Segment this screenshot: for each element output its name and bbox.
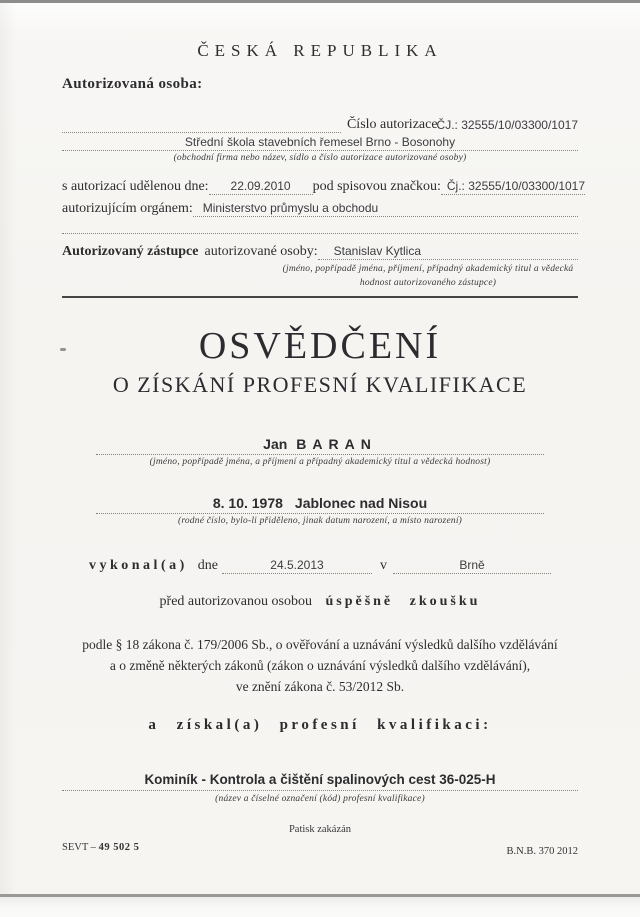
exam-result-row <box>62 594 578 610</box>
granted-date-value: 22.09.2010 <box>209 179 313 195</box>
before-authorized-person-text: před autorizovanou osobou <box>159 593 312 609</box>
granted-date-label: s autorizací udělenou dne: <box>62 179 209 194</box>
section-divider-line <box>62 296 578 298</box>
authority-value: Ministerstvo průmyslu a obchodu <box>193 201 578 217</box>
scan-speck-artifact <box>60 348 66 351</box>
authorization-number-row <box>62 117 578 133</box>
reprint-forbidden-notice: Patisk zakázán <box>288 823 352 835</box>
representative-caption: (jméno, popřípadě jména, příjmení, případný akademický titul a vědecká hodnost autorizovaného zástupce) <box>282 264 574 288</box>
footer-print-code: B.N.B. 370 2012 <box>506 845 578 857</box>
authorization-number-value: ČJ.: 32555/10/03300/1017 <box>436 118 578 132</box>
representative-label-bold: Autorizovaný zástupce <box>62 244 199 259</box>
birth-place: Jablonec nad Nisou <box>294 494 428 511</box>
file-number-label: pod spisovou značkou: <box>312 179 441 194</box>
organization-caption: (obchodní firma nebo název, sídlo a číslo autorizace autorizované osoby) <box>173 153 467 163</box>
authorization-number-label: Číslo autorizace <box>346 117 438 132</box>
holder-name-line <box>96 436 544 455</box>
birth-info-line <box>96 495 544 514</box>
country-title: ČESKÁ REPUBLIKA <box>197 41 443 60</box>
qualification-block <box>62 772 578 804</box>
qualification-name-line: Kominík - Kontrola a čištění spalinových cest 36-025-H <box>62 772 578 791</box>
performed-label: vykonal(a) <box>88 557 188 573</box>
date-word-label: dne <box>197 557 218 573</box>
exam-place-value: Brně <box>393 558 551 574</box>
law-line-3: ve znění zákona č. 53/2012 Sb. <box>235 678 405 694</box>
footer-form-number <box>62 842 139 853</box>
qualification-caption: (název a číselné označení (kód) profesní kvalifikace) <box>215 793 425 804</box>
holder-first-name: Jan <box>263 435 288 452</box>
authorization-granted-row <box>62 179 586 195</box>
law-reference-paragraph <box>62 634 578 697</box>
authorizing-authority-row <box>62 201 578 217</box>
birth-date: 8. 10. 1978 <box>212 494 283 511</box>
footer-sevt-prefix: SEVT – <box>62 841 96 853</box>
representative-label-rest: autorizované osoby: <box>204 244 318 259</box>
certificate-content <box>0 3 640 897</box>
empty-dotted-line <box>62 229 578 234</box>
dotted-leader <box>62 132 341 133</box>
holder-name-caption: (jméno, popřípadě jména, a příjmení a případný akademický titul a vědecká hodnost) <box>149 456 491 467</box>
holder-last-name: BARAN <box>296 435 377 452</box>
scan-below-paper <box>0 897 640 917</box>
exam-date-value: 24.5.2013 <box>222 558 372 574</box>
birth-info-block <box>96 495 544 526</box>
organization-name-line: Střední škola stavebních řemesel Brno - Bosonohy <box>62 135 578 151</box>
gained-qualification-label: a získal(a) profesní kvalifikaci: <box>148 716 492 733</box>
authorized-representative-row <box>62 244 578 260</box>
exam-result-text: úspěšně zkoušku <box>325 593 481 609</box>
in-word-label: v <box>380 557 387 573</box>
paper-sheet <box>0 3 640 897</box>
representative-name-value: Stanislav Kytlica <box>318 244 578 260</box>
footer-sevt-number: 49 502 5 <box>98 841 140 853</box>
certificate-subtitle: O ZÍSKÁNÍ PROFESNÍ KVALIFIKACE <box>112 371 528 397</box>
holder-name-block <box>96 436 544 467</box>
authority-label: autorizujícím orgánem: <box>62 201 193 216</box>
law-line-1: podle § 18 zákona č. 179/2006 Sb., o ověřování a uznávání výsledků dalšího vzdělávání <box>82 636 558 652</box>
birth-info-caption: (rodné číslo, bylo-li přiděleno, jinak datum narození, a místo narození) <box>177 515 463 526</box>
footer-row <box>62 841 578 857</box>
certificate-title: OSVĚDČENÍ <box>198 324 442 367</box>
authorized-person-label: Autorizovaná osoba: <box>62 76 203 92</box>
exam-performed-row <box>62 558 578 574</box>
file-number-value: Čj.: 32555/10/03300/1017 <box>441 179 585 195</box>
law-line-2: a o změně některých zákonů (zákon o uznávání výsledků dalšího vzdělávání), <box>109 657 531 673</box>
